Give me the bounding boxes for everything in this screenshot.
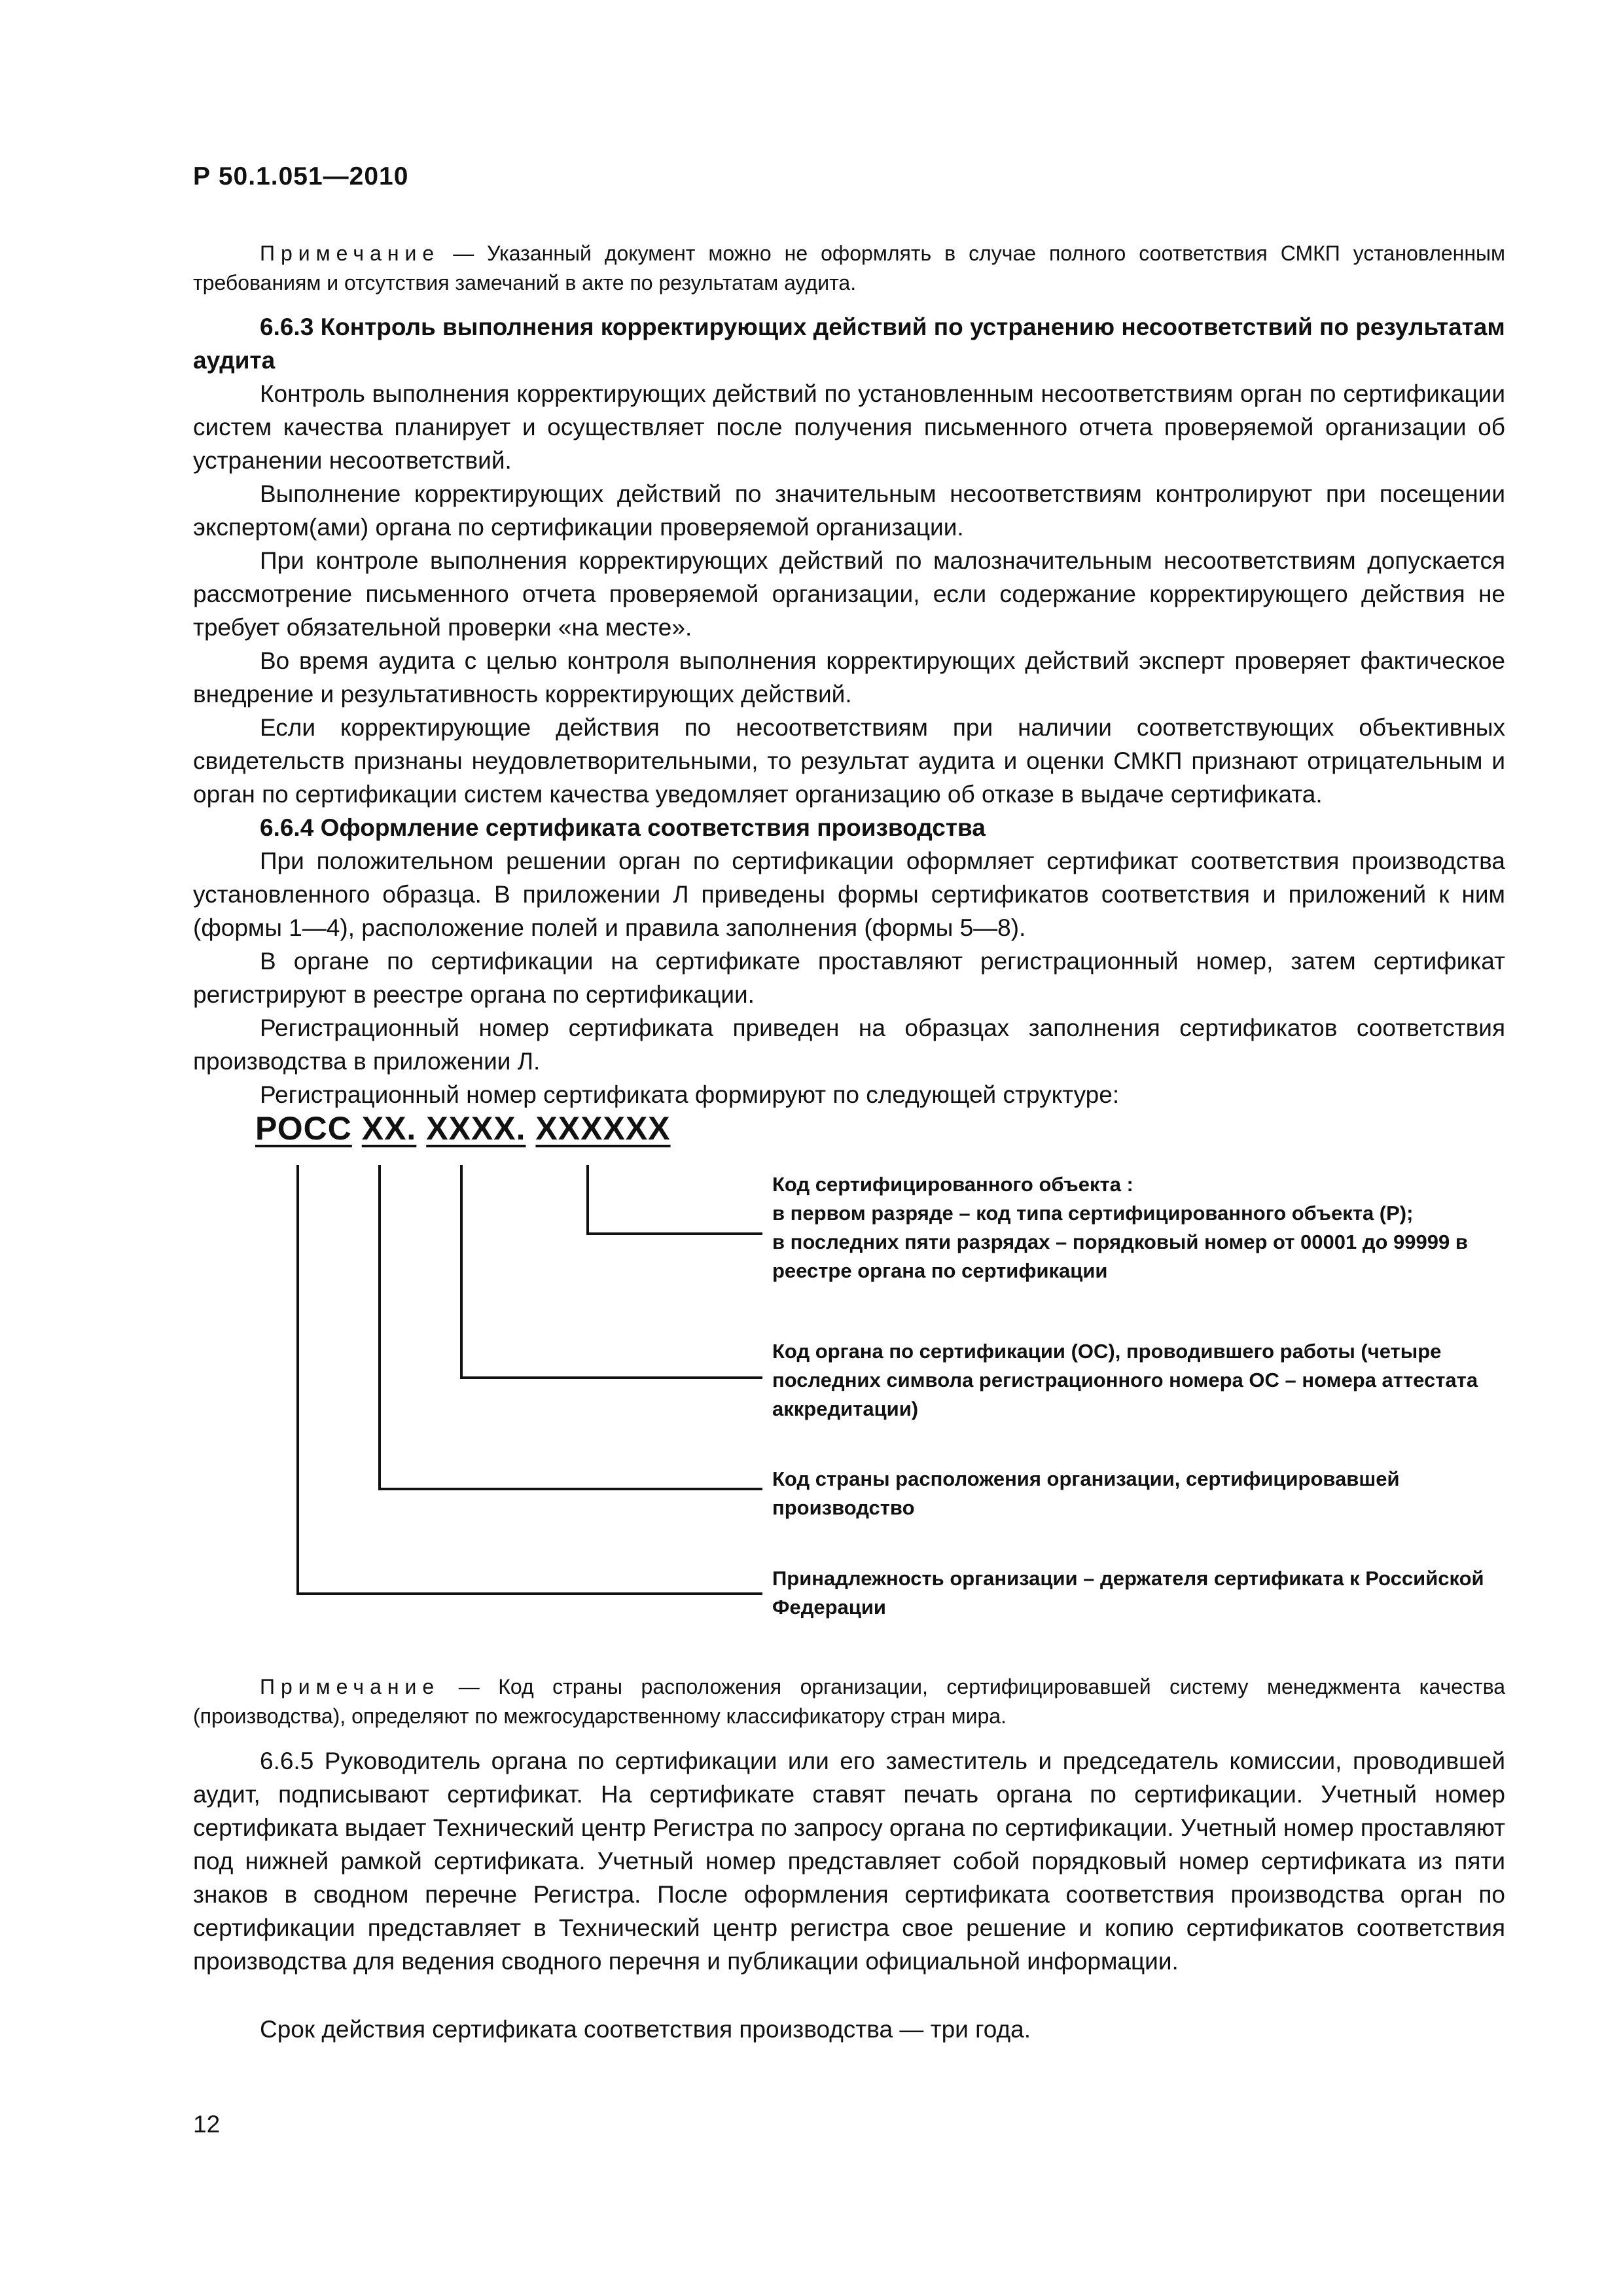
section-6-6-4-paragraph: Регистрационный номер сертификата формируют по следующей структуре:: [260, 1081, 1120, 1108]
legend-object-code: Код сертифицированного объекта : в первом разряде – код типа сертифицированного объекта (Р); в последних пяти разрядах – порядковый номер от 00001 до 99999 в реестре органа по сертификации: [772, 1173, 1468, 1282]
section-6-6-3-title: 6.6.3 Контроль выполнения корректирующих действий по устранению несоответствий по результатам аудита: [193, 314, 1505, 374]
section-6-6-4-paragraph: Регистрационный номер сертификата приведен на образцах заполнения сертификатов соответствия производства в приложении Л.: [193, 1014, 1505, 1075]
section-6-6-3-paragraph: Если корректирующие действия по несоответствиям при наличии соответствующих объективных свидетельств признаны неудовлетворительными, то результат аудита и оценки СМКП признают отрицательным и орган по сертификации систем качества уведомляет организацию об отказе в выдаче сертификата.: [193, 714, 1505, 808]
legend-russia: Принадлежность организации – держателя сертификата к Российской Федерации: [772, 1567, 1484, 1619]
connector-russia: [298, 1165, 762, 1594]
note-2-label: Примечание: [260, 1675, 440, 1698]
section-6-6-3-paragraph: Выполнение корректирующих действий по значительным несоответствиям контролируют при посещении экспертом(ами) органа по сертификации проверяемой организации.: [193, 480, 1505, 541]
connector-object-code: [588, 1165, 762, 1234]
connector-body-code: [461, 1165, 762, 1378]
legend-country-code: Код страны расположения организации, сертифицировавшей производство: [772, 1467, 1400, 1519]
section-6-6-3-paragraph: При контроле выполнения корректирующих действий по малозначительным несоответствиям допускается рассмотрение письменного отчета проверяемой организации, если содержание корректирующего действия не требует обязательной проверки «на месте».: [193, 547, 1505, 641]
section-6-6-5-paragraph: Срок действия сертификата соответствия производства — три года.: [260, 2016, 1031, 2043]
note-2-text: — Код страны расположения организации, сертифицировавшей систему менеджмента качества (производства), определяют по межгосударственному классификатору стран мира.: [193, 1675, 1506, 1728]
note-2: [193, 1672, 1505, 1731]
note-1-text: — Указанный документ можно не оформлять в случае полного соответствия СМКП установленным требованиям и отсутствия замечаний в акте по результатам аудита.: [193, 242, 1506, 295]
page-number: 12: [193, 2111, 221, 2138]
section-6-6-4-paragraph: В органе по сертификации на сертификате проставляют регистрационный номер, затем сертификат регистрируют в реестре органа по сертификации.: [193, 948, 1505, 1008]
section-6-6-3-paragraph: Контроль выполнения корректирующих действий по установленным несоответствиям орган по сертификации систем качества планирует и осуществляет после получения письменного отчета проверяемой организации об устранении несоответствий.: [193, 380, 1505, 474]
section-6-6-4-paragraph: При положительном решении орган по сертификации оформляет сертификат соответствия производства установленного образца. В приложении Л приведены формы сертификатов соответствия и приложений к ним (формы 1—4), расположение полей и правила заполнения (формы 5—8).: [193, 848, 1505, 941]
section-6-6-4-title: 6.6.4 Оформление сертификата соответствия производства: [260, 814, 986, 841]
code-part-body: XXXX.: [426, 1110, 526, 1147]
section-6-6-5-paragraph: 6.6.5 Руководитель органа по сертификации или его заместитель и председатель комиссии, проводившей аудит, подписывают сертификат. На сертификате ставят печать органа по сертификации. Учетный номер сертификата выдает Технический центр Регистра по запросу органа по сертификации. Учетный номер проставляют под нижней рамкой сертификата. Учетный номер представляет собой порядковый номер сертификата из пяти знаков в сводном перечне Регистра. После оформления сертификата соответствия производства орган по сертификации представляет в Технический центр регистра свое решение и копию сертификатов соответствия производства для ведения сводного перечня и публикации официальной информации.: [193, 1748, 1505, 1975]
document-id: Р 50.1.051—2010: [193, 162, 409, 190]
note-1-label: Примечание: [260, 242, 440, 265]
legend-body-code: Код органа по сертификации (ОС), проводившего работы (четыре последних символа регистрационного номера ОС – номера аттестата аккредитации): [772, 1340, 1478, 1420]
code-part-country: XX.: [361, 1110, 417, 1147]
connector-country-code: [380, 1165, 762, 1489]
code-part-object: XXXXXX: [535, 1110, 671, 1147]
code-part-ross: РОСС: [255, 1110, 352, 1147]
section-6-6-3-paragraph: Во время аудита с целью контроля выполнения корректирующих действий эксперт проверяет фактическое внедрение и результативность корректирующих действий.: [193, 647, 1505, 708]
